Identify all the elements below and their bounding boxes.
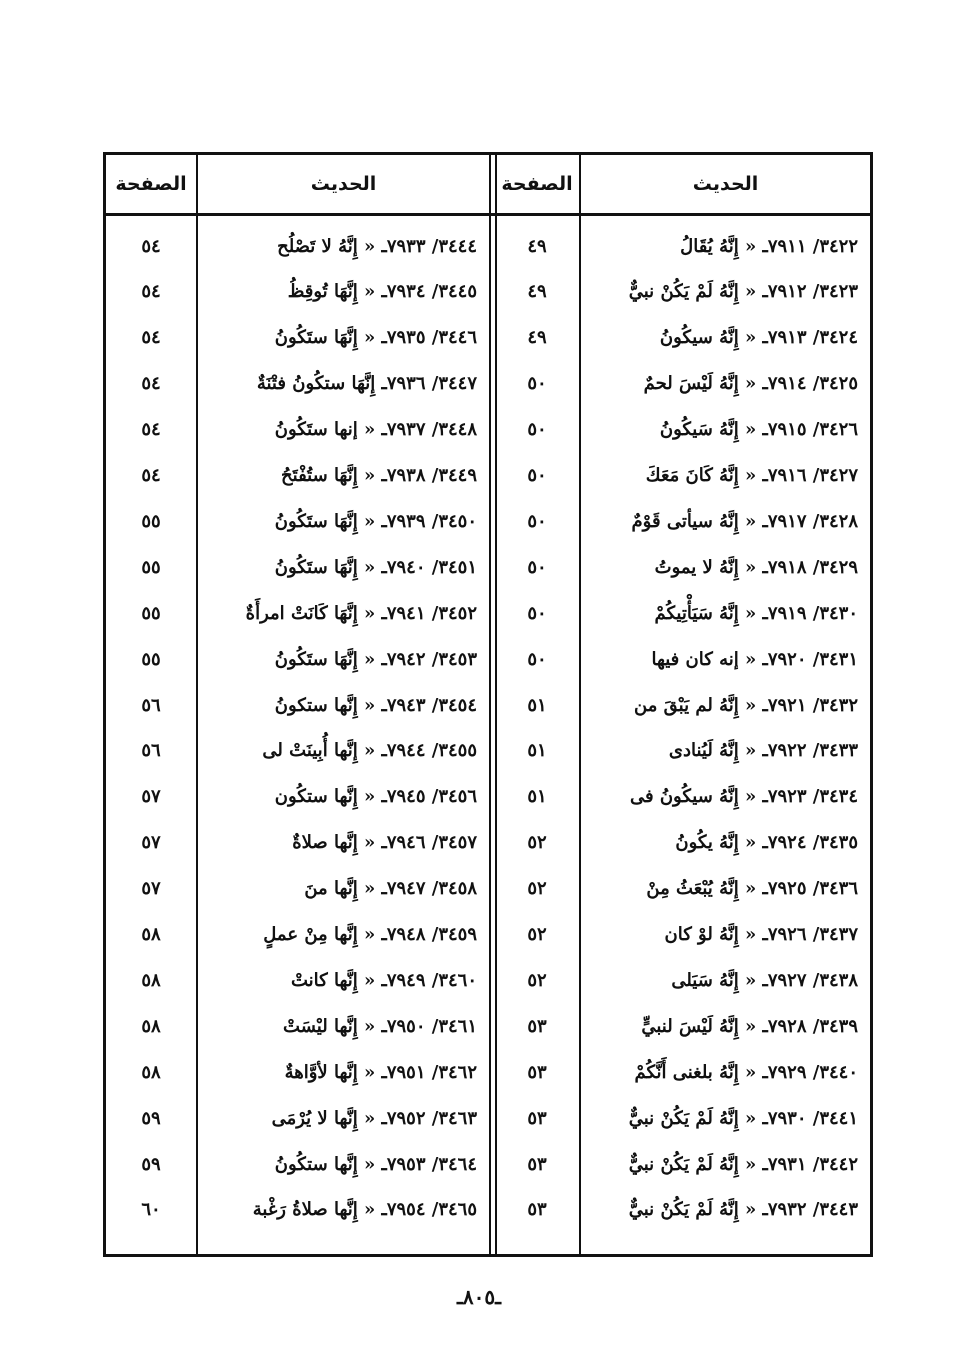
left-hadith-entry: ٣٤٤٧/ ٧٩٣٦ـ إِنَّهَا ستكُونُ فتْنَةٌ xyxy=(256,373,477,395)
right-page-number: ٥٢ xyxy=(527,924,547,945)
right-page-number: ٥٠ xyxy=(527,510,547,532)
left-page-number: ٥٥ xyxy=(141,556,161,578)
right-hadith-entry: ٣٤٢٢/ ٧٩١١ـ « إِنَّهُ يُقَالُ xyxy=(680,235,858,257)
right-page-number: ٥١ xyxy=(527,786,547,808)
left-page-number: ٥٥ xyxy=(141,510,161,532)
left-page-number: ٥٦ xyxy=(141,740,161,762)
page-number: ـ٨٠٥ـ xyxy=(457,1285,501,1309)
left-page-number: ٥٨ xyxy=(141,1061,161,1083)
index-table xyxy=(103,152,873,1257)
table-row xyxy=(106,544,870,590)
right-hadith-entry: ٣٤٢٨/ ٧٩١٧ـ « إِنَّهُ سيأتى قَوْمٌ xyxy=(631,510,858,532)
right-page-number: ٥٢ xyxy=(527,832,547,854)
right-hadith-entry: ٣٤٣٦/ ٧٩٢٥ـ « إِنَّهُ يُبْعَثُ مِنْ xyxy=(646,878,858,900)
table-row xyxy=(106,820,870,866)
table-row xyxy=(106,774,870,820)
right-hadith-entry: ٣٤٣٢/ ٧٩٢١ـ « إِنَّهُ لم يَبْقَ من xyxy=(634,694,858,716)
left-hadith-entry: ٣٤٦٤/ ٧٩٥٣ـ « إِنَّها ستكُونُ xyxy=(274,1153,477,1175)
left-hadith-entry: ٣٤٥١/ ٧٩٤٠ـ « إِنَّهَا ستَكُونُ xyxy=(274,556,477,578)
left-page-number: ٥٤ xyxy=(141,327,161,349)
table-row xyxy=(106,590,870,636)
table-row xyxy=(106,1187,870,1233)
left-hadith-entry: ٣٤٤٦/ ٧٩٣٥ـ « إِنَّهَا ستَكُونُ xyxy=(274,327,477,349)
right-page-number: ٥٠ xyxy=(527,465,547,486)
left-page-number: ٥٦ xyxy=(141,694,161,716)
table-row xyxy=(106,1049,870,1095)
right-hadith-entry: ٣٤٢٦/ ٧٩١٥ـ « إِنَّهُ سَيكُونُ xyxy=(659,419,858,441)
left-hadith-entry: ٣٤٥٠/ ٧٩٣٩ـ « إِنَّهَا ستَكُونُ xyxy=(274,510,477,532)
left-page-number: ٥٥ xyxy=(141,602,161,624)
table-row xyxy=(106,361,870,407)
table-row xyxy=(106,866,870,912)
left-hadith-entry: ٣٤٦٥/ ٧٩٥٤ـ « إِنَّها صلاةُ رَغْبة xyxy=(252,1199,477,1221)
header-left-page: الصفحة xyxy=(115,173,187,195)
left-hadith-entry: ٣٤٦٢/ ٧٩٥١ـ « إِنَّها لأوَّاهةٌ xyxy=(284,1061,477,1083)
table-row xyxy=(106,1003,870,1049)
right-page-number: ٥١ xyxy=(527,740,547,762)
right-page-number: ٤٩ xyxy=(527,281,547,303)
table-row xyxy=(106,912,870,958)
right-page-number: ٥٠ xyxy=(527,373,547,395)
left-page-number: ٥٤ xyxy=(141,235,161,257)
left-hadith-entry: ٣٤٥٣/ ٧٩٤٢ـ « إِنَّهَا ستَكُونُ xyxy=(274,648,477,670)
left-page-number: ٥٧ xyxy=(141,832,161,854)
left-page-number: ٦٠ xyxy=(141,1199,161,1221)
left-hadith-entry: ٣٤٦٠/ ٧٩٤٩ـ « إِنَّها كانتْ xyxy=(290,969,477,991)
right-page-number: ٥٣ xyxy=(527,1015,547,1037)
right-page-number: ٤٩ xyxy=(527,235,547,257)
left-hadith-entry: ٣٤٥٧/ ٧٩٤٦ـ « إِنَّها صلاةٌ xyxy=(292,832,477,854)
right-hadith-entry: ٣٤٣٨/ ٧٩٢٧ـ « إِنَّهُ سَيَلى xyxy=(671,969,858,991)
right-hadith-entry: ٣٤٣١/ ٧٩٢٠ـ « إنه كان فيها xyxy=(651,648,858,670)
table-row xyxy=(106,1141,870,1187)
right-page-number: ٥٢ xyxy=(527,969,547,991)
table-row xyxy=(106,315,870,361)
left-page-number: ٥٥ xyxy=(141,648,161,670)
right-hadith-entry: ٣٤٣٧/ ٧٩٢٦ـ « إِنَّهُ لوْ كان xyxy=(664,924,858,945)
left-page-number: ٥٤ xyxy=(141,465,161,486)
right-page-number: ٥٠ xyxy=(527,419,547,441)
left-hadith-entry: ٣٤٥٢/ ٧٩٤١ـ « إِنَّهَا كَانَتْ امرأَةٌ xyxy=(245,602,477,624)
left-page-number: ٥٨ xyxy=(141,969,161,991)
right-hadith-entry: ٣٤٢٥/ ٧٩١٤ـ « إِنَّهُ لَيْسَ لحمٌ xyxy=(643,373,858,395)
right-page-number: ٥١ xyxy=(527,694,547,716)
right-hadith-entry: ٣٤٣٣/ ٧٩٢٢ـ « إِنَّهُ لَيُنادى xyxy=(668,740,858,762)
left-page-number: ٥٧ xyxy=(141,786,161,808)
right-page-number: ٥٣ xyxy=(527,1153,547,1175)
right-page-number: ٥٣ xyxy=(527,1199,547,1221)
left-hadith-entry: ٣٤٤٥/ ٧٩٣٤ـ « إِنَّهَا تُوقِظُ xyxy=(287,281,477,303)
left-hadith-entry: ٣٤٤٩/ ٧٩٣٨ـ « إِنَّهَا ستُفْتَحُ xyxy=(281,465,477,486)
right-hadith-entry: ٣٤٤٣/ ٧٩٣٢ـ « إِنَّهُ لَمْ يَكُنْ نبيٌّ xyxy=(628,1199,858,1221)
table-row xyxy=(106,1095,870,1141)
table-row xyxy=(106,636,870,682)
table-row xyxy=(106,728,870,774)
right-page-number: ٥٢ xyxy=(527,878,547,900)
right-hadith-entry: ٣٤٤٢/ ٧٩٣١ـ « إِنَّهُ لَمْ يَكُنْ نبيٌّ xyxy=(628,1153,858,1175)
table-row xyxy=(106,957,870,1003)
left-page-number: ٥٧ xyxy=(141,878,161,900)
table-header xyxy=(106,155,870,213)
right-page-number: ٥٠ xyxy=(527,556,547,578)
table-row xyxy=(106,269,870,315)
left-page-number: ٥٤ xyxy=(141,373,161,395)
right-hadith-entry: ٣٤٢٤/ ٧٩١٣ـ « إِنَّهُ سيكُونُ xyxy=(659,327,858,349)
left-hadith-entry: ٣٤٥٦/ ٧٩٤٥ـ « إِنَّها ستكُون xyxy=(274,786,477,808)
right-hadith-entry: ٣٤٣٤/ ٧٩٢٣ـ « إِنَّهُ سيكُونُ فى xyxy=(629,786,858,808)
left-hadith-entry: ٣٤٦١/ ٧٩٥٠ـ « إِنَّها ليْسَتْ xyxy=(283,1015,477,1037)
table-row xyxy=(106,682,870,728)
right-page-number: ٥٠ xyxy=(527,648,547,670)
left-hadith-entry: ٣٤٤٤/ ٧٩٣٣ـ « إِنَّهُ لا تَصْلُح xyxy=(277,235,477,257)
right-hadith-entry: ٣٤٤٠/ ٧٩٢٩ـ « إِنَّهُ بلغنى أَنَّكُمْ xyxy=(634,1061,858,1083)
right-hadith-entry: ٣٤٣٩/ ٧٩٢٨ـ « إِنَّهُ لَيْسَ لنبيٍّ xyxy=(641,1015,858,1037)
left-hadith-entry: ٣٤٦٣/ ٧٩٥٢ـ « إِنَّها لا يُرْمَى xyxy=(271,1107,477,1129)
table-row xyxy=(106,223,870,269)
left-page-number: ٥٤ xyxy=(141,419,161,441)
left-hadith-entry: ٣٤٥٩/ ٧٩٤٨ـ « إِنَّها مِنْ عملٍ xyxy=(263,924,477,945)
right-hadith-entry: ٣٤٢٧/ ٧٩١٦ـ « إِنَّهُ كَانَ مَعَكَ xyxy=(645,465,858,486)
left-hadith-entry: ٣٤٥٥/ ٧٩٤٤ـ « إِنَّها أُبِينَتْ لى xyxy=(262,740,477,762)
header-right-page: الصفحة xyxy=(501,173,573,195)
right-page-number: ٤٩ xyxy=(527,327,547,349)
left-page-number: ٥٩ xyxy=(141,1107,161,1129)
right-hadith-entry: ٣٤٣٥/ ٧٩٢٤ـ « إِنَّهُ يكُونُ xyxy=(675,832,858,854)
left-page-number: ٥٨ xyxy=(141,924,161,945)
header-divider xyxy=(106,213,870,216)
right-hadith-entry: ٣٤٣٠/ ٧٩١٩ـ « إِنَّهُ سَيَأْتِيكُمْ xyxy=(654,602,858,624)
table-row xyxy=(106,498,870,544)
left-page-number: ٥٩ xyxy=(141,1153,161,1175)
left-hadith-entry: ٣٤٥٨/ ٧٩٤٧ـ « إِنَّها منَ xyxy=(304,878,477,900)
header-left-hadith: الحديث xyxy=(310,173,377,195)
right-page-number: ٥٣ xyxy=(527,1107,547,1129)
left-hadith-entry: ٣٤٤٨/ ٧٩٣٧ـ « إنها ستَكُونُ xyxy=(274,419,477,441)
right-hadith-entry: ٣٤٤١/ ٧٩٣٠ـ « إِنَّهُ لَمْ يَكُنْ نبيٌّ xyxy=(628,1107,858,1129)
table-row xyxy=(106,407,870,453)
right-hadith-entry: ٣٤٢٣/ ٧٩١٢ـ « إِنَّهُ لَمْ يَكُنْ نبيٌّ xyxy=(628,281,858,303)
table-row xyxy=(106,453,870,499)
left-page-number: ٥٤ xyxy=(141,281,161,303)
right-page-number: ٥٠ xyxy=(527,602,547,624)
left-hadith-entry: ٣٤٥٤/ ٧٩٤٣ـ « إِنَّها ستكونُ xyxy=(274,694,477,716)
header-right-hadith: الحديث xyxy=(692,173,759,195)
left-page-number: ٥٨ xyxy=(141,1015,161,1037)
right-page-number: ٥٣ xyxy=(527,1061,547,1083)
right-hadith-entry: ٣٤٢٩/ ٧٩١٨ـ « إِنَّهُ لا يموتُ xyxy=(654,556,858,578)
